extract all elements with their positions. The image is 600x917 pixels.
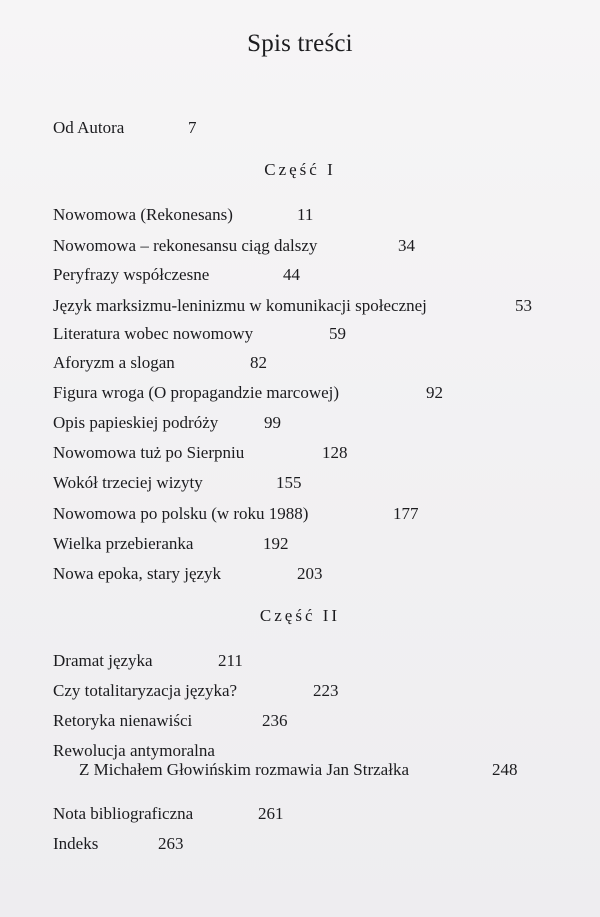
part-heading-2: Część II bbox=[259, 606, 341, 625]
toc-entry: Peryfrazy współczesne bbox=[53, 265, 210, 284]
toc-entry-interview-subtitle: Z Michałem Głowińskim rozmawia Jan Strzałka bbox=[79, 760, 409, 779]
page-title: Spis treści bbox=[247, 30, 353, 57]
toc-entry: Nowomowa tuż po Sierpniu bbox=[53, 443, 245, 462]
toc-entry: Nowa epoka, stary język bbox=[53, 564, 222, 583]
toc-entry: Wielka przebieranka bbox=[53, 534, 194, 553]
toc-entry-page: 177 bbox=[393, 504, 419, 523]
toc-entry: Aforyzm a slogan bbox=[53, 353, 175, 372]
toc-entry-page: 192 bbox=[263, 534, 289, 553]
toc-entry-page: 248 bbox=[492, 760, 518, 779]
part-heading-1: Część I bbox=[264, 160, 336, 179]
toc-entry: Język marksizmu-leninizmu w komunikacji społecznej bbox=[53, 296, 427, 315]
toc-entry-page: 223 bbox=[313, 681, 339, 700]
toc-entry-label: Od Autora bbox=[53, 118, 125, 137]
toc-entry-page: 155 bbox=[276, 473, 302, 492]
toc-entry-page: 53 bbox=[515, 296, 532, 315]
toc-entry: Figura wroga (O propagandzie marcowej) bbox=[53, 383, 340, 402]
toc-entry: Wokół trzeciej wizyty bbox=[53, 473, 203, 492]
toc-entry-page: 11 bbox=[297, 205, 314, 224]
toc-entry-page: 34 bbox=[398, 236, 415, 255]
toc-entry-page: 128 bbox=[322, 443, 348, 462]
toc-entry-page: 7 bbox=[188, 118, 197, 137]
toc-entry-page: 99 bbox=[264, 413, 281, 432]
toc-entry: Nowomowa (Rekonesans) bbox=[53, 205, 233, 224]
toc-entry: Opis papieskiej podróży bbox=[53, 413, 219, 432]
toc-entry: Nota bibliograficzna bbox=[53, 804, 194, 823]
toc-entry: Nowomowa – rekonesansu ciąg dalszy bbox=[53, 236, 318, 255]
toc-entry-page: 261 bbox=[258, 804, 284, 823]
toc-entry-page: 92 bbox=[426, 383, 443, 402]
toc-entry: Literatura wobec nowomowy bbox=[53, 324, 254, 343]
toc-entry-intro bbox=[53, 118, 124, 138]
toc-entry: Indeks bbox=[53, 834, 99, 853]
toc-entry-page: 263 bbox=[158, 834, 184, 853]
toc-entry-page: 203 bbox=[297, 564, 323, 583]
toc-entry-page: 236 bbox=[262, 711, 288, 730]
toc-entry-page: 211 bbox=[218, 651, 243, 670]
toc-entry: Nowomowa po polsku (w roku 1988) bbox=[53, 504, 309, 523]
toc-entry: Czy totalitaryzacja języka? bbox=[53, 681, 238, 700]
toc-entry: Dramat języka bbox=[53, 651, 153, 670]
toc-entry-page: 59 bbox=[329, 324, 346, 343]
toc-entry: Retoryka nienawiści bbox=[53, 711, 193, 730]
toc-entry-page: 82 bbox=[250, 353, 267, 372]
toc-entry-page: 44 bbox=[283, 265, 300, 284]
toc-entry-interview-title: Rewolucja antymoralna bbox=[53, 741, 215, 760]
